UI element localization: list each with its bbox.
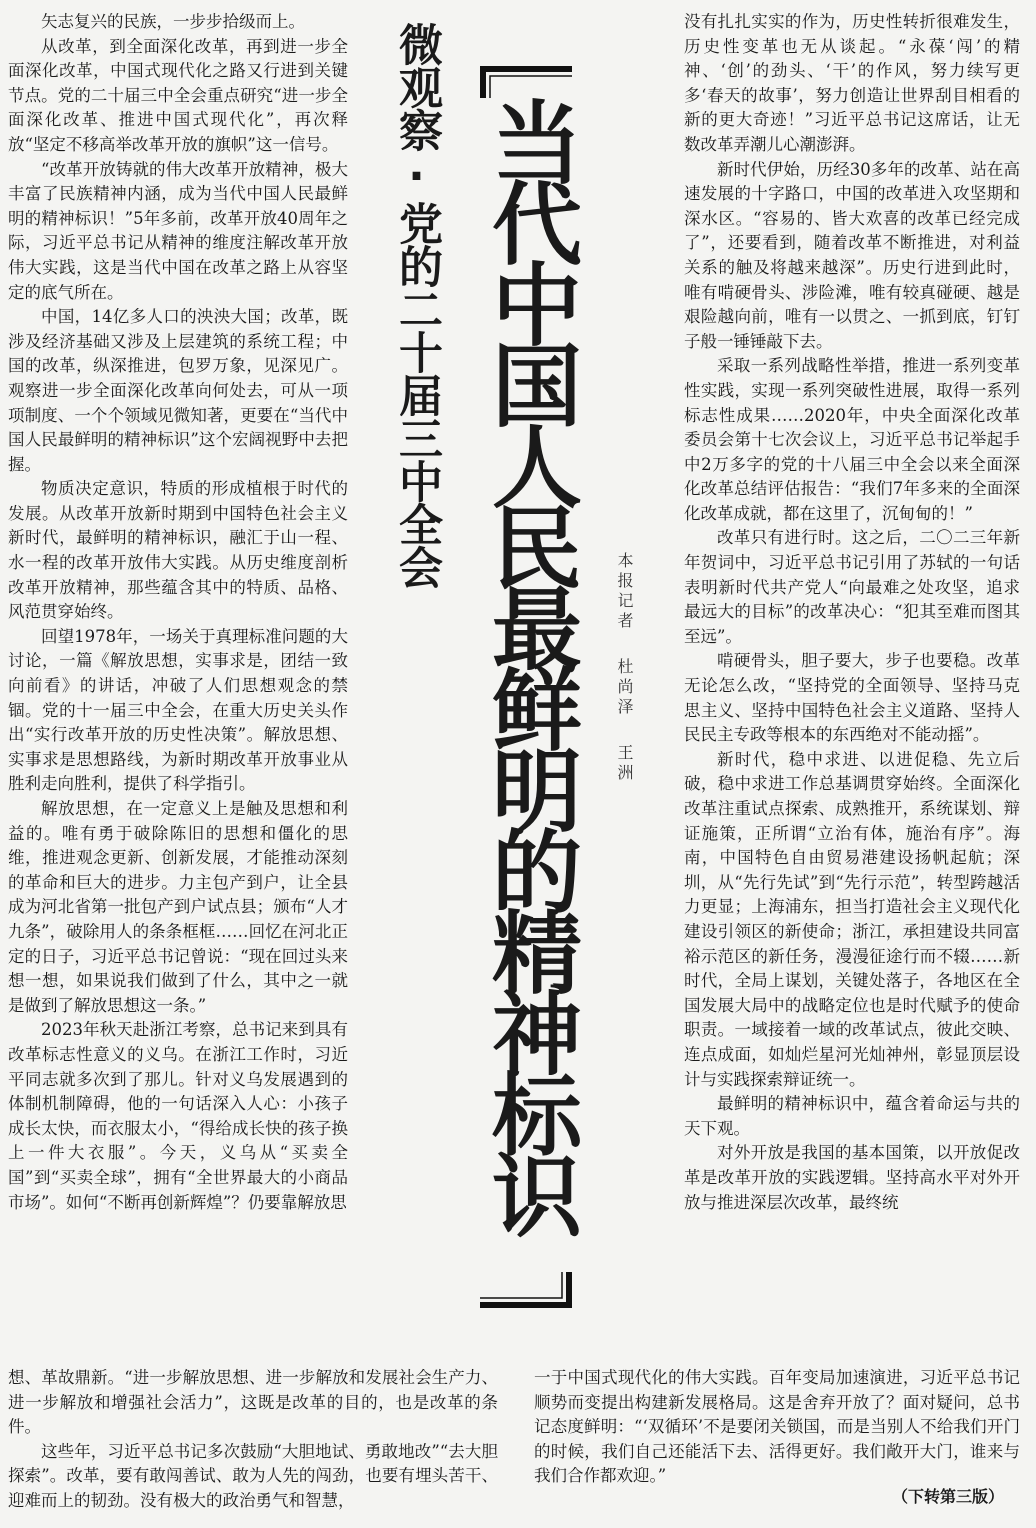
paragraph: 新时代伊始，历经30多年的改革、站在高速发展的十字路口，中国的改革进入攻坚期和深水区。“容易的、皆大欢喜的改革已经完成了”，还要看到，随着改革不断推进，对利益关系的触及将越来越深”。历史行进到此时，唯有啃硬骨头、涉险滩，唯有较真碰硬、越是艰险越向前，唯有一以贯之、一抓到底，钉钉子般一锤锤敲下去。 xyxy=(684,159,1020,351)
paragraph: 啃硬骨头，胆子要大，步子也要稳。改革无论怎么改，“坚持党的全面领导、坚持马克思主义、坚持中国特色社会主义道路、坚持人民民主专政等根本的东西绝对不能动摇”。 xyxy=(684,651,1020,745)
article-subhead: 微观察·党的二十届三中全会 xyxy=(391,22,442,588)
article-column-right xyxy=(684,10,1020,1215)
paragraph: 新时代，稳中求进、以进促稳、先立后破，稳中求进工作总基调贯穿始终。全面深化改革注重试点探索、成熟推开，系统谋划、辩证施策，正所谓“立治有体，施治有序”。海南，中国特色自由贸易港建设扬帆起航；深圳，从“先行先试”到“先行示范”，转型跨越活力更显；上海浦东，担当打造社会主义现代化建设引领区的新使命；浙江，承担建设共同富裕示范区的新任务，漫漫征途行而不辍……新时代，全局上谋划，关键处落子，各地区在全国发展大局中的战略定位也是时代赋予的使命职责。一域接着一域的改革试点，彼此交映、连点成面，如灿烂星河光灿神州，彰显顶层设计与实践探索辩证统一。 xyxy=(684,749,1020,1089)
paragraph: 中国，14亿多人口的泱泱大国；改革，既涉及经济基础又涉及上层建筑的系统工程；中国的改革，纵深推进，包罗万象，见深见广。观察进一步全面深化改革向何处去，可从一项项制度、一个个领域见微知著，更要在“当代中国人民最鲜明的精神标识”这个宏阔视野中去把握。 xyxy=(8,307,348,474)
article-column-left xyxy=(8,10,348,1215)
paragraph: 对外开放是我国的基本国策，以开放促改革是改革开放的实践逻辑。坚持高水平对外开放与推进深层次改革，最终统 xyxy=(684,1143,1020,1212)
article-byline xyxy=(612,552,636,784)
headline-bracket-close-icon xyxy=(476,1268,576,1312)
paragraph: 回望1978年，一场关于真理标准问题的大讨论，一篇《解放思想，实事求是，团结一致向前看》的讲话，冲破了人们思想观念的禁锢。党的十一届三中全会，在重大历史关头作出“实行改革开放的历史性决策”。解放思想、实事求是思想路线，为新时期改革开放事业从胜利走向胜利，提供了科学指引。 xyxy=(8,626,348,794)
article-headline: 当代中国人民最鲜明的精神标识 xyxy=(476,96,581,1230)
paragraph: 解放思想，在一定意义上是触及思想和利益的。唯有勇于破除陈旧的思想和僵化的思维，推进观念更新、创新发展，才能推动深刻的革命和巨大的进步。力主包产到户，让全县成为河北省第一批包产到户试点县；颁布“人才九条”，破除用人的条条框框……回忆在河北正定的日子，习近平总书记曾说：“现在回过头来想一想，如果说我们做到了什么，其中之一就是做到了解放思想这一条。” xyxy=(8,799,348,1015)
article-column-bottom-right xyxy=(534,1366,1020,1489)
article-column-bottom-left xyxy=(8,1366,498,1514)
paragraph: 改革只有进行时。这之后，二〇二三年新年贺词中，习近平总书记引用了苏轼的一句话表明新时代共产党人“向最难之处攻坚，追求最远大的目标”的改革决心：“犯其至难而图其至远”。 xyxy=(684,528,1020,646)
byline-label: 本报记者 xyxy=(615,552,634,632)
paragraph: 没有扎扎实实的作为，历史性转折很难发生，历史性变革也无从谈起。“永葆‘闯’的精神、‘创’的劲头、‘干’的作风，努力续写更多‘春天的故事’，努力创造让世界刮目相看的新的更大奇迹！”习近平总书记这席话，让无数改革弄潮儿心潮澎湃。 xyxy=(684,12,1020,154)
paragraph: 想、革故鼎新。“进一步解放思想、进一步解放和发展社会生产力、进一步解放和增强社会活力”，这既是改革的目的，也是改革的条件。 xyxy=(8,1368,498,1437)
paragraph: 2023年秋天赴浙江考察，总书记来到具有改革标志性意义的义乌。在浙江工作时，习近平同志就多次到了那儿。针对义乌发展遇到的体制机制障碍，他的一句话深入人心：小孩子成长太快，而衣服太小，“得给成长快的孩子换上一件大衣服”。今天，义乌从“买卖全国”到“买卖全球”，拥有“全世界最大的小商品市场”。如何“不断再创新辉煌”？仍要靠解放思 xyxy=(8,1020,348,1212)
paragraph: 这些年，习近平总书记多次鼓励“大胆地试、勇敢地改”“去大胆探索”。改革，要有敢闯善试、敢为人先的闯劲，也要有埋头苦干、迎难而上的韧劲。没有极大的政治勇气和智慧， xyxy=(8,1441,498,1510)
byline-author: 王洲 xyxy=(615,744,634,784)
continued-on-page-note: （下转第三版） xyxy=(891,1487,1004,1506)
paragraph: 采取一系列战略性举措，推进一系列变革性实践，实现一系列突破性进展，取得一系列标志性成果……2020年，中央全面深化改革委员会第十七次会议上，习近平总书记举起手中2万多字的党的十八届三中全会以来全面深化改革总结评估报告：“我们7年多来的全面深化改革成就，都在这里了，沉甸甸的！” xyxy=(684,356,1020,523)
byline-author: 杜尚泽 xyxy=(615,658,634,718)
paragraph: 从改革，到全面深化改革，再到进一步全面深化改革，中国式现代化之路又行进到关键节点。党的二十届三中全会重点研究“进一步全面深化改革、推进中国式现代化”，再次释放“坚定不移高举改革开放的旗帜”这一信号。 xyxy=(8,36,348,154)
paragraph: 矢志复兴的民族，一步步拾级而上。 xyxy=(41,12,305,31)
paragraph: 最鲜明的精神标识中，蕴含着命运与共的天下观。 xyxy=(684,1094,1020,1138)
paragraph: 物质决定意识，特质的形成植根于时代的发展。从改革开放新时期到中国特色社会主义新时代，最鲜明的精神标识，融汇于山一程、水一程的改革开放伟大实践。从历史维度剖析改革开放精神，那些蕴含其中的特质、品格、风范贯穿始终。 xyxy=(8,479,348,622)
paragraph: 一于中国式现代化的伟大实践。百年变局加速演进，习近平总书记顺势而变提出构建新发展格局。这是舍弃开放了？面对疑问，总书记态度鲜明：“‘双循环’不是要闭关锁国，而是当别人不给我们开门的时候，我们自己还能活下去、活得更好。我们敞开大门，谁来与我们合作都欢迎。” xyxy=(534,1368,1020,1486)
paragraph: “改革开放铸就的伟大改革开放精神，极大丰富了民族精神内涵，成为当代中国人民最鲜明的精神标识！”5年多前，改革开放40周年之际，习近平总书记从精神的维度注解改革开放伟大实践，这是当代中国在改革之路上从容坚定的底气所在。 xyxy=(8,159,348,302)
